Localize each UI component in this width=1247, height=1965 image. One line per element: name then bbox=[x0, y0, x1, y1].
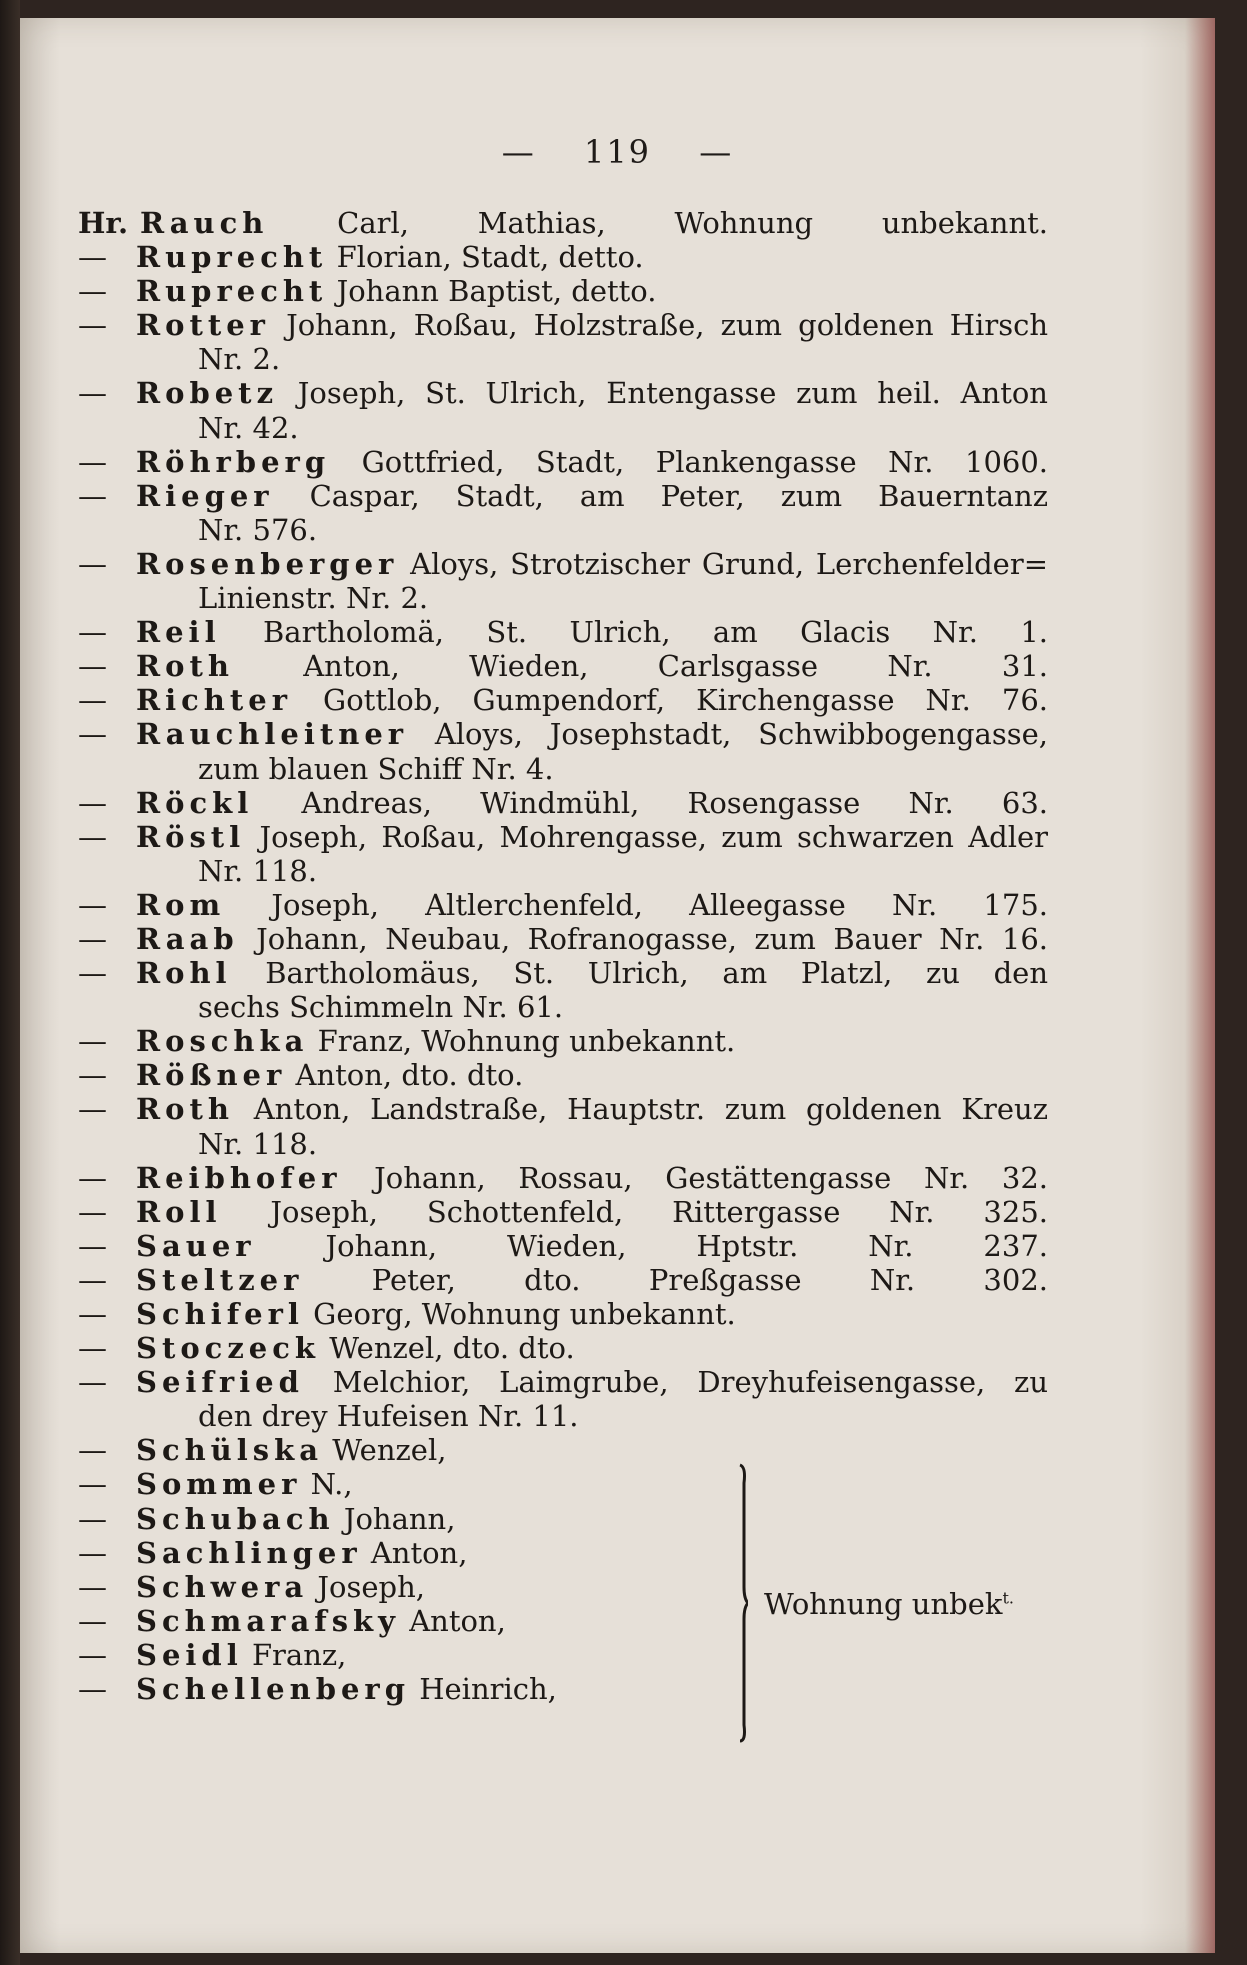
list-item bbox=[78, 683, 1068, 717]
list-item bbox=[78, 1467, 1048, 1501]
entry-details: Aloys, Strotzischer Grund, Lerchenfelder= bbox=[410, 546, 1048, 581]
page-number: 119 bbox=[583, 133, 652, 171]
entry-surname: Rieger bbox=[136, 478, 274, 513]
entry-line bbox=[78, 1297, 1048, 1331]
book-page bbox=[20, 18, 1215, 1953]
entry-line bbox=[78, 308, 1048, 342]
entry-line bbox=[78, 888, 1048, 922]
list-item bbox=[78, 956, 1068, 1024]
list-item bbox=[78, 479, 1068, 547]
entry-surname: Reibhofer bbox=[136, 1160, 342, 1195]
entry-details: Johann, Roßau, Holzstraße, zum goldenen Hirsch bbox=[286, 308, 1049, 343]
entry-surname: Rauch bbox=[140, 206, 269, 240]
entry-surname: Rosenberger bbox=[136, 546, 399, 581]
entry-line bbox=[78, 240, 1048, 274]
entry-details: Florian, Stadt, detto. bbox=[336, 240, 644, 275]
entry-prefix: — bbox=[78, 819, 107, 854]
entry-line bbox=[78, 1365, 1048, 1399]
list-item bbox=[78, 649, 1068, 683]
entry-prefix: — bbox=[78, 1058, 107, 1093]
entry-line bbox=[78, 615, 1048, 649]
entry-prefix: — bbox=[78, 717, 107, 752]
list-item bbox=[78, 1502, 1048, 1536]
list-item bbox=[78, 922, 1068, 956]
entry-details: Johann, Rossau, Gestättengasse Nr. 32. bbox=[374, 1160, 1048, 1195]
entry-line bbox=[78, 1263, 1048, 1297]
entry-prefix: — bbox=[78, 1569, 107, 1604]
entry-prefix: — bbox=[78, 1637, 107, 1672]
entry-surname: Rößner bbox=[136, 1058, 287, 1093]
entry-line bbox=[78, 1161, 1048, 1195]
entry-surname: Sachlinger bbox=[136, 1535, 362, 1570]
entry-line bbox=[78, 274, 1048, 308]
entry-continuation: Linienstr. Nr. 2. bbox=[198, 581, 429, 616]
list-item bbox=[78, 820, 1068, 888]
entry-details: Johann, bbox=[343, 1501, 456, 1536]
list-item bbox=[78, 615, 1068, 649]
entry-line bbox=[78, 206, 1048, 240]
entry-surname: Roth bbox=[136, 1092, 234, 1127]
entry-line bbox=[78, 1229, 1048, 1263]
book-spine-edge bbox=[0, 0, 20, 1965]
list-item bbox=[78, 1433, 1048, 1467]
entry-prefix: — bbox=[78, 1024, 107, 1059]
entry-line bbox=[78, 1092, 1048, 1126]
entry-prefix: — bbox=[78, 649, 107, 684]
entry-details: Georg, Wohnung unbekannt. bbox=[313, 1297, 736, 1331]
entry-details: Johann, Wieden, Hptstr. Nr. 237. bbox=[325, 1228, 1048, 1263]
list-item bbox=[78, 547, 1068, 615]
entry-details: Joseph, Altlerchenfeld, Alleegasse Nr. 175. bbox=[271, 887, 1048, 922]
list-item bbox=[78, 1161, 1068, 1195]
list-item bbox=[78, 445, 1068, 479]
entry-prefix: — bbox=[78, 444, 107, 479]
list-item bbox=[78, 206, 1068, 240]
entry-surname: Rotter bbox=[136, 308, 270, 343]
entry-surname: Schubach bbox=[136, 1501, 335, 1536]
entry-details: Joseph, bbox=[317, 1569, 425, 1604]
entry-surname: Schülska bbox=[136, 1433, 323, 1468]
entry-details: Anton, Landstraße, Hauptstr. zum goldenen Kreuz bbox=[253, 1092, 1049, 1127]
entry-surname: Roth bbox=[136, 649, 234, 684]
group-address-sup: t. bbox=[1002, 1588, 1014, 1608]
entry-prefix: — bbox=[78, 921, 107, 956]
list-item bbox=[78, 1331, 1068, 1365]
entry-surname: Schwera bbox=[136, 1569, 309, 1604]
list-item bbox=[78, 1638, 1048, 1672]
entry-line bbox=[78, 376, 1048, 410]
entry-prefix: — bbox=[78, 274, 107, 309]
entry-continuation: zum blauen Schiff Nr. 4. bbox=[198, 751, 554, 786]
entry-surname: Sauer bbox=[136, 1228, 256, 1263]
entry-details: Anton, dto. dto. bbox=[295, 1058, 524, 1093]
entry-line bbox=[78, 479, 1048, 513]
entry-prefix: — bbox=[78, 615, 107, 650]
list-item bbox=[78, 1024, 1068, 1058]
entry-details: Johann, Neubau, Rofranogasse, zum Bauer Nr. 16. bbox=[256, 921, 1048, 956]
entry-prefix: — bbox=[78, 1262, 107, 1297]
entry-prefix: — bbox=[78, 308, 107, 343]
entry-surname: Seidl bbox=[136, 1637, 243, 1672]
entry-surname: Ruprecht bbox=[136, 274, 328, 309]
entry-prefix: — bbox=[78, 1092, 107, 1127]
entry-surname: Schiferl bbox=[136, 1297, 304, 1331]
entry-surname: Schmarafsky bbox=[136, 1603, 400, 1638]
group-address-text: Wohnung unbek bbox=[764, 1587, 1003, 1621]
list-item bbox=[78, 1263, 1068, 1297]
entry-line bbox=[78, 1331, 1048, 1365]
entry-prefix: — bbox=[78, 1535, 107, 1570]
entry-surname: Seifried bbox=[136, 1365, 304, 1400]
entry-details: Andreas, Windmühl, Rosengasse Nr. 63. bbox=[301, 785, 1048, 820]
entry-details: Anton, Wieden, Carlsgasse Nr. 31. bbox=[303, 649, 1048, 684]
list-item bbox=[78, 308, 1068, 376]
entry-continuation: sechs Schimmeln Nr. 61. bbox=[198, 990, 564, 1025]
entry-prefix: Hr. bbox=[78, 206, 129, 240]
entry-prefix: — bbox=[78, 1160, 107, 1195]
entry-details: Caspar, Stadt, am Peter, zum Bauerntanz bbox=[309, 478, 1049, 513]
entry-details: Wenzel, dto. dto. bbox=[329, 1331, 575, 1366]
list-item bbox=[78, 274, 1068, 308]
entry-continuation: Nr. 576. bbox=[198, 512, 318, 547]
entry-prefix: — bbox=[78, 1501, 107, 1536]
entry-line bbox=[78, 922, 1048, 956]
entry-details: Johann Baptist, detto. bbox=[336, 274, 657, 309]
entry-surname: Roll bbox=[136, 1194, 222, 1229]
list-item bbox=[78, 376, 1068, 444]
header-dash-left: — bbox=[501, 133, 536, 171]
entry-details: Aloys, Josephstadt, Schwibbogengasse, bbox=[434, 717, 1048, 752]
entry-line bbox=[78, 717, 1048, 751]
entry-details: Heinrich, bbox=[419, 1672, 557, 1707]
entry-line bbox=[78, 1195, 1048, 1229]
entry-surname: Raab bbox=[136, 921, 239, 956]
entry-details: Peter, dto. Preßgasse Nr. 302. bbox=[371, 1262, 1049, 1297]
entry-surname: Schellenberg bbox=[136, 1672, 410, 1707]
list-item bbox=[78, 1195, 1068, 1229]
entry-details: Anton, bbox=[409, 1603, 506, 1638]
entry-details: Anton, bbox=[370, 1535, 468, 1570]
entry-details: Franz, Wohnung unbekannt. bbox=[317, 1024, 736, 1059]
entry-surname: Reil bbox=[136, 615, 221, 650]
list-item bbox=[78, 1229, 1068, 1263]
entry-continuation: Nr. 118. bbox=[198, 1126, 318, 1161]
entry-prefix: — bbox=[78, 546, 107, 581]
entry-details: N., bbox=[310, 1467, 353, 1502]
entry-prefix: — bbox=[78, 785, 107, 820]
entry-line bbox=[78, 649, 1048, 683]
brace-icon bbox=[738, 1463, 748, 1743]
entry-surname: Sommer bbox=[136, 1467, 302, 1502]
entry-surname: Stoczeck bbox=[136, 1331, 321, 1366]
page-header bbox=[20, 133, 1215, 171]
entry-line bbox=[78, 445, 1048, 479]
entry-line bbox=[78, 956, 1048, 990]
list-item bbox=[78, 1058, 1068, 1092]
entry-details: Melchior, Laimgrube, Dreyhufeisengasse, zu bbox=[332, 1365, 1048, 1400]
entry-prefix: — bbox=[78, 376, 107, 411]
entry-surname: Steltzer bbox=[136, 1262, 304, 1297]
entry-line bbox=[78, 1058, 1048, 1092]
entry-prefix: — bbox=[78, 240, 107, 275]
list-item bbox=[78, 1536, 1048, 1570]
entry-details: Joseph, Roßau, Mohrengasse, zum schwarzen Adler bbox=[259, 819, 1048, 854]
entry-prefix: — bbox=[78, 1365, 107, 1400]
entry-line bbox=[78, 683, 1048, 717]
entry-surname: Rohl bbox=[136, 956, 232, 991]
group-address-label bbox=[764, 1587, 1014, 1621]
entry-surname: Roschka bbox=[136, 1024, 309, 1059]
entry-line bbox=[78, 547, 1048, 581]
entry-prefix: — bbox=[78, 956, 107, 991]
grouped-entries bbox=[78, 1433, 1068, 1706]
entry-details: Bartholomäus, St. Ulrich, am Platzl, zu den bbox=[265, 956, 1049, 991]
entry-details: Franz, bbox=[251, 1637, 347, 1672]
entry-prefix: — bbox=[78, 1297, 107, 1331]
entry-prefix: — bbox=[78, 683, 107, 718]
entry-continuation: Nr. 42. bbox=[198, 410, 299, 445]
entry-surname: Rom bbox=[136, 887, 226, 922]
entry-surname: Röstl bbox=[136, 819, 246, 854]
entry-details: Carl, Mathias, Wohnung unbekannt. bbox=[337, 206, 1048, 240]
entry-surname: Rauchleitner bbox=[136, 717, 409, 752]
entry-continuation: den drey Hufeisen Nr. 11. bbox=[198, 1399, 579, 1434]
entry-surname: Richter bbox=[136, 683, 292, 718]
list-item bbox=[78, 1092, 1068, 1160]
entry-details: Joseph, St. Ulrich, Entengasse zum heil. Anton bbox=[297, 376, 1048, 411]
entry-line bbox=[78, 1024, 1048, 1058]
list-item bbox=[78, 717, 1068, 785]
entry-prefix: — bbox=[78, 1228, 107, 1263]
entry-details: Wenzel, bbox=[332, 1433, 447, 1468]
entry-prefix: — bbox=[78, 1603, 107, 1638]
list-item bbox=[78, 240, 1068, 274]
entry-details: Joseph, Schottenfeld, Rittergasse Nr. 325. bbox=[270, 1194, 1048, 1229]
entry-line bbox=[78, 820, 1048, 854]
directory-entries bbox=[78, 206, 1068, 1706]
entry-details: Gottlob, Gumpendorf, Kirchengasse Nr. 76. bbox=[323, 683, 1049, 718]
entry-continuation: Nr. 2. bbox=[198, 342, 281, 377]
entry-line bbox=[78, 786, 1048, 820]
entry-prefix: — bbox=[78, 1194, 107, 1229]
entry-surname: Robetz bbox=[136, 376, 279, 411]
entry-details: Gottfried, Stadt, Plankengasse Nr. 1060. bbox=[361, 444, 1049, 479]
entry-prefix: — bbox=[78, 478, 107, 513]
entry-continuation: Nr. 118. bbox=[198, 853, 318, 888]
list-item bbox=[78, 786, 1068, 820]
entry-prefix: — bbox=[78, 887, 107, 922]
list-item bbox=[78, 1297, 1068, 1331]
list-item bbox=[78, 888, 1068, 922]
header-dash-right: — bbox=[699, 133, 734, 171]
entry-surname: Röckl bbox=[136, 785, 254, 820]
entry-prefix: — bbox=[78, 1467, 107, 1502]
entry-surname: Röhrberg bbox=[136, 444, 331, 479]
entry-prefix: — bbox=[78, 1672, 107, 1707]
list-item bbox=[78, 1672, 1048, 1706]
entry-prefix: — bbox=[78, 1331, 107, 1366]
list-item bbox=[78, 1365, 1068, 1433]
entry-details: Bartholomä, St. Ulrich, am Glacis Nr. 1. bbox=[263, 615, 1049, 650]
entry-prefix: — bbox=[78, 1433, 107, 1468]
entry-surname: Ruprecht bbox=[136, 240, 328, 275]
